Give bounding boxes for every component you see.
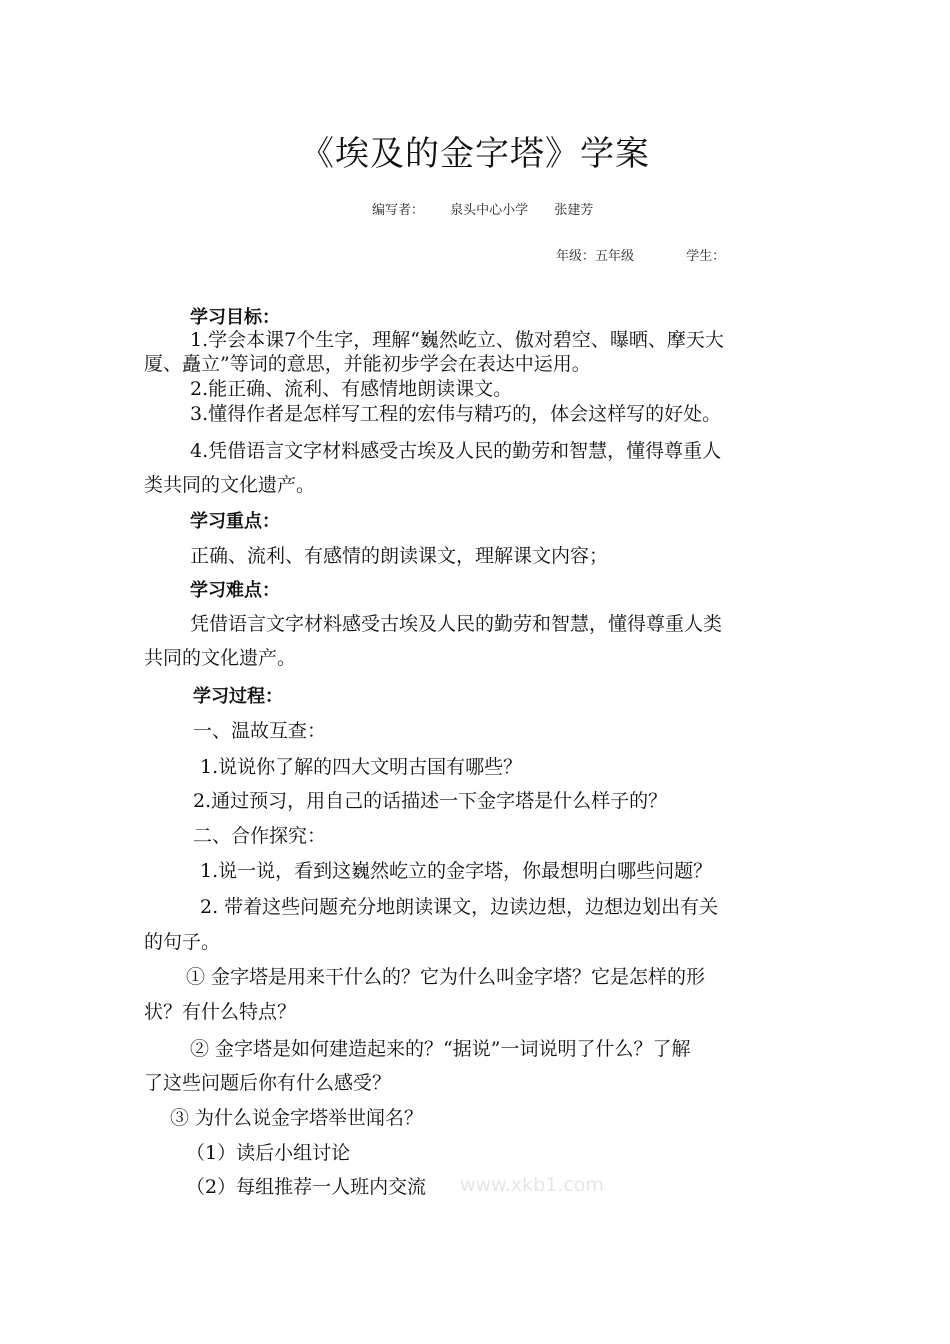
student-label: 学生： bbox=[686, 249, 726, 264]
grade-line bbox=[556, 245, 725, 264]
objective-4-line-2: 类共同的文化遗产。 bbox=[144, 474, 316, 496]
section-2-heading: 二、合作探究： bbox=[193, 825, 327, 847]
difficulties-line-2: 共同的文化遗产。 bbox=[144, 647, 297, 669]
section-1-question-2: 2.通过预习，用自己的话描述一下金字塔是什么样子的？ bbox=[193, 790, 668, 812]
key-points-heading: 学习重点： bbox=[190, 511, 280, 532]
circle-question-3: ③ 为什么说金字塔举世闻名？ bbox=[170, 1107, 424, 1129]
grade-label: 年级：五年级 bbox=[556, 249, 635, 264]
step-2: （2）每组推荐一人班内交流 bbox=[186, 1176, 427, 1198]
section-2-question-2-line-2: 的句子。 bbox=[144, 931, 221, 953]
objective-2: 2.能正确、流利、有感情地朗读课文。 bbox=[190, 378, 513, 400]
section-2-question-2-line-1: 2. 带着这些问题充分地朗读课文，边读边想，边想边划出有关 bbox=[200, 896, 719, 918]
section-2-question-1: 1.说一说，看到这巍然屹立的金字塔，你最想明白哪些问题？ bbox=[200, 860, 713, 882]
school-name: 泉头中心小学 bbox=[450, 203, 529, 218]
process-heading: 学习过程： bbox=[193, 686, 283, 707]
objectives-heading: 学习目标： bbox=[190, 307, 280, 328]
objective-1-line-2: 厦、矗立”等词的意思，并能初步学会在表达中运用。 bbox=[144, 353, 591, 375]
circle-question-1-line-1: ① 金字塔是用来干什么的？它为什么叫金字塔？它是怎样的形 bbox=[186, 966, 706, 988]
circle-question-2-line-2: 了这些问题后你有什么感受？ bbox=[144, 1072, 392, 1094]
page-title: 《埃及的金字塔》学案 bbox=[300, 134, 650, 174]
author-name: 张建芳 bbox=[554, 203, 594, 218]
objective-3: 3.懂得作者是怎样写工程的宏伟与精巧的，体会这样写的好处。 bbox=[190, 403, 722, 425]
difficulties-heading: 学习难点： bbox=[190, 580, 280, 601]
step-1: （1）读后小组讨论 bbox=[186, 1142, 351, 1164]
circle-question-1-line-2: 状？有什么特点？ bbox=[144, 1001, 297, 1023]
objective-1-line-1: 1.学会本课7个生字，理解“巍然屹立、傲对碧空、曝晒、摩天大 bbox=[190, 329, 724, 351]
objective-4 bbox=[144, 434, 809, 502]
section-1-heading: 一、温故互查： bbox=[193, 720, 327, 742]
watermark-text: www.xkb1.com bbox=[460, 1174, 604, 1196]
section-1-question-1: 1.说说你了解的四大文明古国有哪些？ bbox=[200, 756, 523, 778]
key-points-text: 正确、流利、有感情的朗读课文，理解课文内容； bbox=[190, 545, 609, 567]
objective-4-line-1: 4.凭借语言文字材料感受古埃及人民的勤劳和智慧，懂得尊重人 bbox=[190, 440, 722, 462]
circle-question-2-line-1: ② 金字塔是如何建造起来的？“据说”一词说明了什么？了解 bbox=[190, 1038, 691, 1060]
author-label: 编写者： bbox=[372, 203, 425, 218]
author-line bbox=[372, 199, 615, 218]
difficulties-line-1: 凭借语言文字材料感受古埃及人民的勤劳和智慧，懂得尊重人类 bbox=[190, 613, 723, 635]
